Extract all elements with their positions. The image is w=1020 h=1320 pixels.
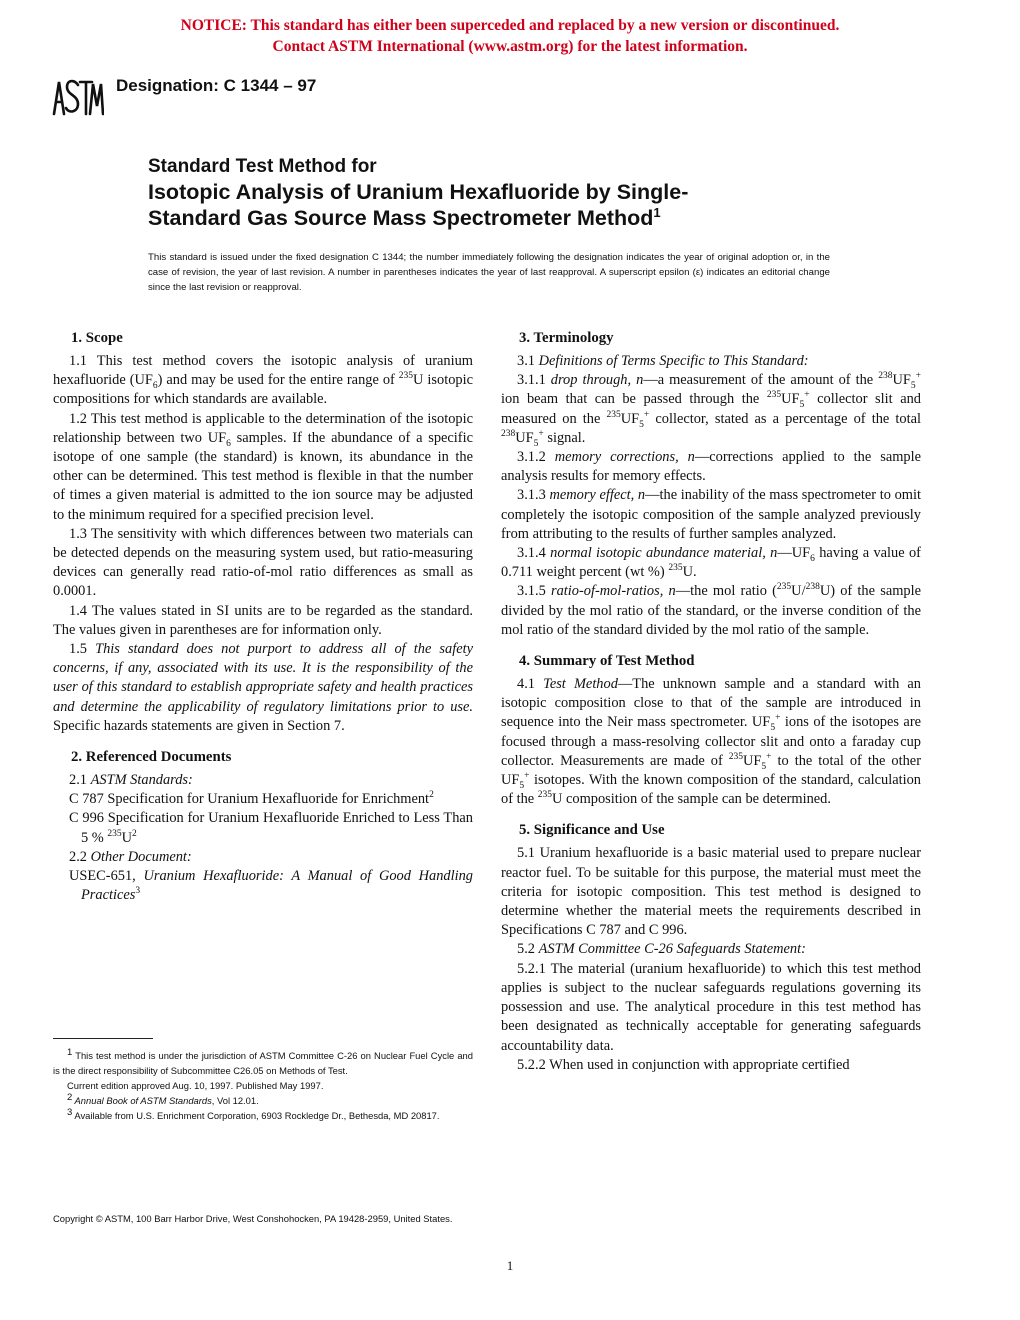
significance-heading: 5. Significance and Use: [519, 822, 665, 839]
para-3-1-3: 3.1.3 memory effect, n—the inability of the mass spectrometer to omit completely the isotopic composition of the sample analyzed previously from attributing to the results of further samples analyzed.: [501, 487, 921, 542]
para-5-1: 5.1 Uranium hexafluoride is a basic material used to prepare nuclear reactor fuel. To be suitable for this purpose, the material must meet the criteria for isotopic composition. This test method is designed to determine whether the material meets the requirements described in Specifications C 787 and C 996.: [501, 845, 921, 939]
para-4-1: 4.1 Test Method—The unknown sample and a standard with an isotopic composition close to that of the sample are introduced in sequence into the Neir mass spectrometer. $UF_5^+$ ions of the isotopes are focused through a mass-resolving collector slit and onto a faraday cup collector. Measurements are made of $^{235}UF_5^+$ to the total of the other $UF_5^+$ isotopes. With the known composition of the standard, calculation of the $^{235}$U composition of the sample can be determined.: [501, 676, 921, 808]
copyright: Copyright © ASTM, 100 Barr Harbor Drive, West Conshohocken, PA 19428-2959, United States.: [53, 1213, 453, 1224]
para-1-4: 1.4 The values stated in SI units are to be regarded as the standard. The values given in parentheses are for information only.: [53, 602, 473, 638]
para-3-1-1: 3.1.1 drop through, n—a measurement of the amount of the $^{238}UF_5^+$ ion beam that can be passed through the $^{235}UF_5^+$ collector slit and measured on the $^{235}UF_5^+$ collector, stated as a percentage of the total $^{238}UF_5^+$ signal.: [501, 371, 921, 449]
para-2-1: 2.1 ASTM Standards:: [69, 772, 193, 789]
notice-line-2: Contact ASTM International (www.astm.org) for the latest information.: [272, 38, 748, 55]
para-5-2-1: 5.2.1 The material (uranium hexafluoride) to which this test method applies is subject to the nuclear safeguards regulations governing its possession and use. The analytical procedure in this test method has been designated as technically acceptable for generating safeguards accountability data.: [501, 960, 921, 1054]
para-1-5: 1.5 This standard does not purport to address all of the safety concerns, if any, associated with its use. It is the responsibility of the user of this standard to establish appropriate safety and health practices and determine the applicability of regulatory limitations prior to use. Specific hazards statements are given in Section 7.: [53, 641, 473, 734]
para-1-2: 1.2 This test method is applicable to the determination of the isotopic relationship between two $UF_6$ samples. If the abundance of a specific isotope of one sample (the standard) is known, its abundance in the other can be determined. This test method is flexible in that the number of times a given material is admitted to the ion source may be adjusted to the minimum required for a specified precision level.: [53, 410, 473, 523]
para-3-1: 3.1 Definitions of Terms Specific to This Standard:: [517, 353, 809, 369]
title-line-2: Isotopic Analysis of Uranium Hexafluoride by Single-: [148, 180, 689, 204]
summary-heading: 4. Summary of Test Method: [519, 653, 695, 670]
title-footnote-mark: 1: [653, 204, 661, 220]
section-referenced-documents: [53, 747, 473, 905]
page-number: 1: [506, 1258, 514, 1273]
document-title: [148, 154, 868, 231]
scope-heading: 1. Scope: [71, 330, 123, 346]
logo-letters: ASTM: [52, 76, 55, 77]
terminology-heading: 3. Terminology: [519, 330, 614, 346]
right-column: [501, 328, 921, 1086]
title-line-3: [148, 205, 868, 231]
section-summary: [501, 651, 921, 809]
refs-heading: 2. Referenced Documents: [71, 749, 232, 766]
title-line-1: Standard Test Method for: [148, 156, 377, 177]
notice-banner: [0, 15, 1020, 57]
ref-c996: C 996 Specification for Uranium Hexafluoride Enriched to Less Than 5 % $^{235}U^2$: [69, 810, 473, 846]
ref-c787: C 787 Specification for Uranium Hexafluoride for Enrichment$^2$: [69, 790, 434, 808]
para-3-1-5: 3.1.5 ratio-of-mol-ratios, n—the mol ratio ($^{235}$U/$^{238}$U) of the sample divided by the mol ratio of the standard, or the inverse condition of the mol ratio of the standard divided by the mol ratio of the sample.: [501, 582, 921, 638]
footnotes: [53, 1048, 473, 1123]
left-column: [53, 328, 473, 916]
footnote-3: $^3$ Available from U.S. Enrichment Corporation, 6903 Rockledge Dr., Bethesda, MD 20817.: [67, 1106, 440, 1121]
para-1-1: 1.1 This test method covers the isotopic analysis of uranium hexafluoride $(UF_6)$ and may be used for the entire range of $^{235}$U isotopic compositions for which standards are available.: [53, 353, 473, 408]
section-terminology: [501, 328, 921, 640]
notice-line-1: NOTICE: This standard has either been superceded and replaced by a new version or discontinued.: [180, 17, 840, 34]
designation: Designation: C 1344 – 97: [116, 76, 317, 95]
ref-usec-651: USEC-651, Uranium Hexafluoride: A Manual of Good Handling Practices$^3$: [69, 868, 474, 904]
footnote-1-edition: Current edition approved Aug. 10, 1997. Published May 1997.: [67, 1080, 324, 1091]
footnote-2: $^2$ Annual Book of ASTM Standards, Vol 12.01.: [67, 1091, 259, 1106]
issue-statement: This standard is issued under the fixed designation C 1344; the number immediately following the designation indicates the year of original adoption or, in the case of revision, the year of last revision. A number in parentheses indicates the year of last reapproval. A superscript epsilon (ε) indicates an editorial change since the last revision or reapproval.: [148, 252, 830, 293]
section-scope: [53, 328, 473, 736]
footnote-divider: [53, 1038, 153, 1039]
para-5-2-2: 5.2.2 When used in conjunction with appropriate certified: [517, 1056, 850, 1073]
title-line-3-text: Standard Gas Source Mass Spectrometer Method: [148, 206, 654, 230]
para-1-3: 1.3 The sensitivity with which differences between two materials can be detected depends on the measuring system used, but ratio-measuring devices can generally read ratio-of-mol ratio differences as small as 0.0001.: [53, 525, 474, 600]
footnote-1: $^1$ This test method is under the jurisdiction of ASTM Committee C-26 on Nuclear Fuel Cycle and is the direct responsibility of Subcommittee C26.05 on Methods of Test.: [53, 1046, 473, 1076]
para-3-1-2: 3.1.2 memory corrections, n—corrections applied to the sample analysis results for memory effects.: [501, 449, 921, 485]
para-2-2: 2.2 Other Document:: [69, 848, 192, 865]
para-5-2: 5.2 ASTM Committee C-26 Safeguards Statement:: [517, 941, 806, 958]
section-significance: [501, 820, 921, 1074]
astm-logo-icon: [52, 76, 104, 116]
para-3-1-4: 3.1.4 normal isotopic abundance material, $n—UF_6$ having a value of 0.711 weight percent (wt %) $^{235}$U.: [501, 545, 921, 581]
